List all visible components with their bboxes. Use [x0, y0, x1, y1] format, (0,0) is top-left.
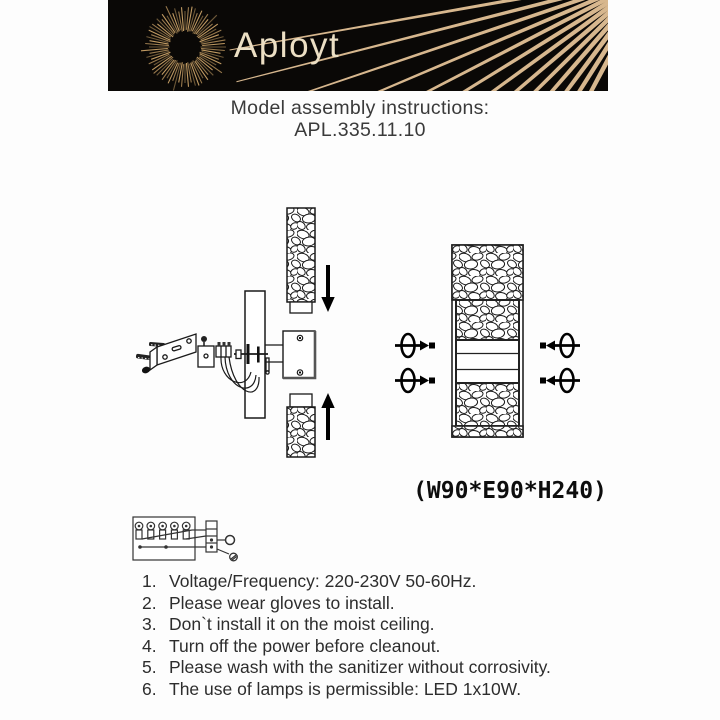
instruction-item — [142, 593, 620, 615]
top-shade — [287, 208, 315, 313]
brand-logo-text: Aployt — [234, 25, 341, 65]
instruction-item — [142, 636, 620, 658]
instruction-number: 5. — [142, 657, 157, 678]
lamp-body-plate — [265, 331, 315, 378]
page-title: Model assembly instructions: — [230, 97, 490, 119]
exploded-view-diagram — [136, 208, 335, 457]
instruction-text: The use of lamps is permissible: LED 1x10W. — [169, 678, 522, 699]
instruction-text: Turn off the power before cleanout. — [169, 635, 441, 656]
instructions-list — [142, 571, 620, 701]
assembled-view-diagram — [395, 245, 580, 437]
bottom-shade — [287, 394, 315, 457]
instruction-item — [142, 679, 620, 701]
instruction-number: 1. — [142, 571, 157, 591]
model-number: APL.335.11.10 — [294, 119, 426, 141]
instruction-text: Please wear gloves to install. — [169, 592, 395, 613]
arrow-up-icon — [321, 393, 334, 440]
instruction-text: Don`t install it on the moist ceiling. — [169, 614, 435, 635]
instruction-item — [142, 571, 620, 593]
arrow-down-icon — [321, 265, 334, 312]
instruction-text: Voltage/Frequency: 220-230V 50-60Hz. — [169, 571, 477, 591]
instruction-item — [142, 614, 620, 636]
instruction-number: 6. — [142, 678, 157, 699]
instruction-item — [142, 657, 620, 679]
instruction-number: 3. — [142, 614, 157, 635]
dimensions-label: (W90*E90*H240) — [413, 478, 607, 504]
instruction-text: Please wash with the sanitizer without corrosivity. — [169, 657, 551, 678]
instruction-number: 2. — [142, 592, 157, 613]
wiring-diagram — [133, 517, 237, 561]
instruction-number: 4. — [142, 635, 157, 656]
